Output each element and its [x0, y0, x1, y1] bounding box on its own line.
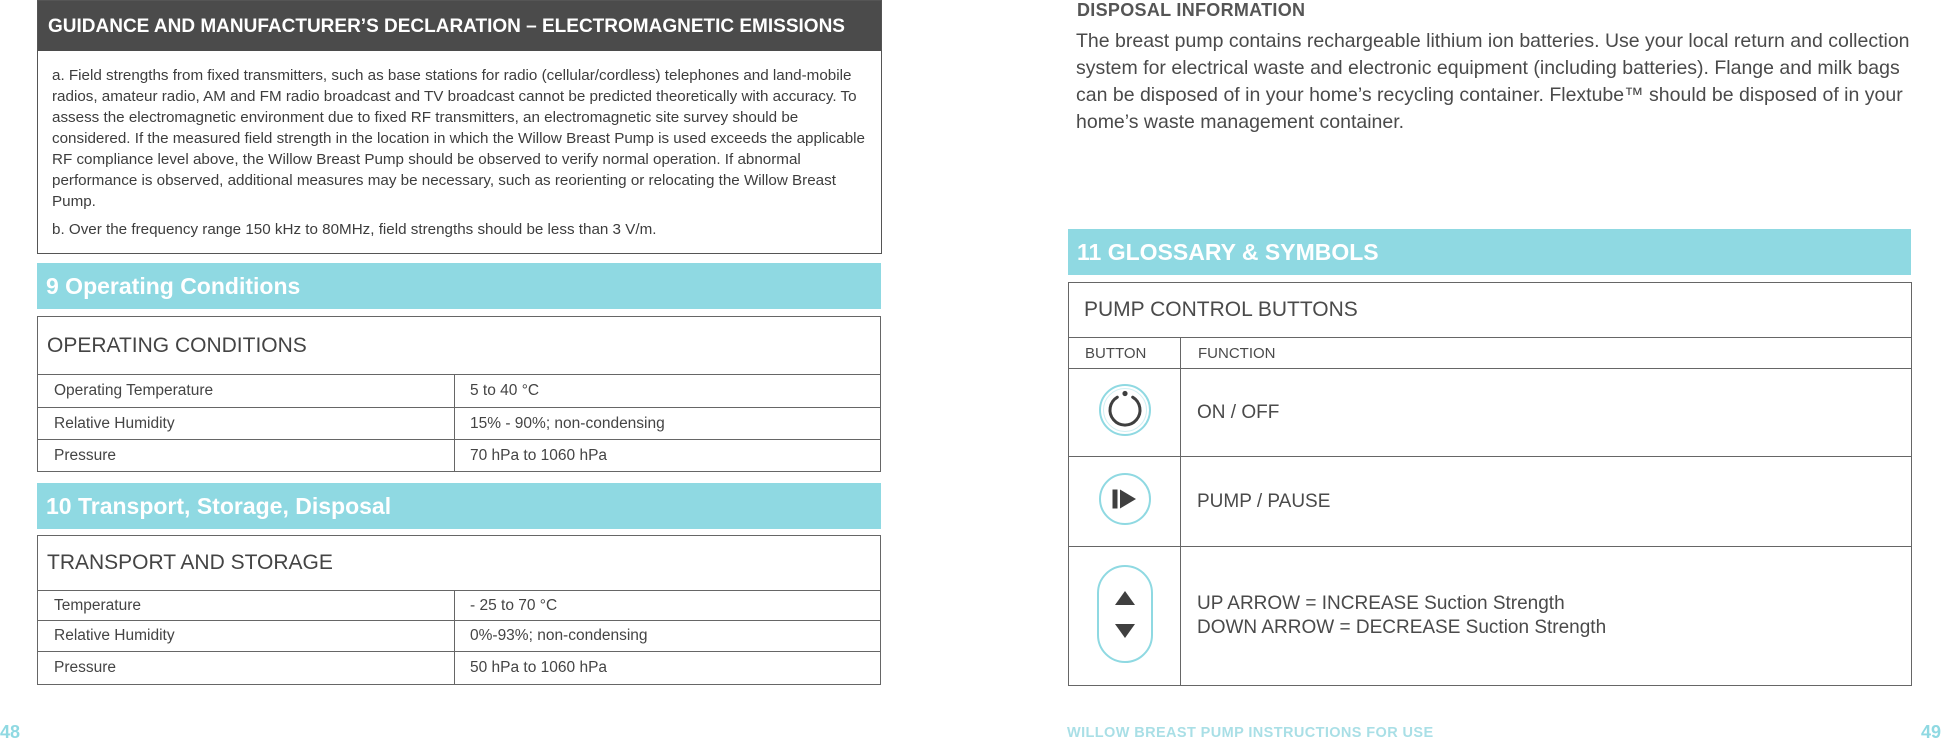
- pump-control-buttons-table: [1068, 282, 1912, 686]
- operating-conditions-table: [37, 316, 881, 472]
- table-row: [1069, 547, 1912, 686]
- power-button-cell: [1069, 369, 1181, 457]
- table-row: [38, 652, 881, 685]
- down-arrow-icon: [1115, 624, 1135, 638]
- spec-label: Operating Temperature: [38, 375, 455, 408]
- table-row: [38, 621, 881, 652]
- function-pump-pause: PUMP / PAUSE: [1181, 457, 1912, 547]
- up-down-arrows-icon: [1096, 564, 1154, 664]
- spec-value: - 25 to 70 °C: [455, 591, 881, 621]
- operating-caption: OPERATING CONDITIONS: [38, 317, 881, 375]
- emc-declaration-box: [37, 0, 882, 254]
- function-down-arrow: DOWN ARROW = DECREASE Suction Strength: [1197, 617, 1607, 638]
- spec-value: 50 hPa to 1060 hPa: [455, 652, 881, 685]
- table-row: [1069, 457, 1912, 547]
- transport-caption: TRANSPORT AND STORAGE: [38, 536, 881, 591]
- spec-value: 5 to 40 °C: [455, 375, 881, 408]
- glossary-caption: PUMP CONTROL BUTTONS: [1069, 283, 1912, 338]
- emc-title: GUIDANCE AND MANUFACTURER’S DECLARATION – ELECTROMAGNETIC EMISSIONS: [38, 1, 881, 51]
- play-pause-icon: [1098, 472, 1152, 526]
- table-row: [1069, 369, 1912, 457]
- emc-note-b: b. Over the frequency range 150 kHz to 80MHz, field strengths should be less than 3 V/m.: [52, 221, 657, 238]
- function-arrows: [1181, 547, 1912, 686]
- table-row: [38, 591, 881, 621]
- table-row: [38, 408, 881, 440]
- spec-value: 70 hPa to 1060 hPa: [455, 440, 881, 472]
- disposal-text: The breast pump contains rechargeable lithium ion batteries. Use your local return and collection system for electrical waste and electronic equipment (including batteries). Flange and milk bags can be disposed of in your home’s recycling container. Flextube™ should be disposed of in your home’s waste management container.: [1076, 30, 1910, 133]
- spec-label: Temperature: [38, 591, 455, 621]
- play-pause-button-cell: [1069, 457, 1181, 547]
- spec-label: Relative Humidity: [38, 621, 455, 652]
- up-arrow-icon: [1115, 591, 1135, 605]
- spec-label: Pressure: [38, 652, 455, 685]
- function-on-off: ON / OFF: [1181, 369, 1912, 457]
- column-header-function: FUNCTION: [1181, 338, 1912, 369]
- function-up-arrow: UP ARROW = INCREASE Suction Strength: [1197, 593, 1565, 614]
- arrow-buttons-cell: [1069, 547, 1181, 686]
- power-icon: [1098, 383, 1152, 437]
- spec-value: 0%-93%; non-condensing: [455, 621, 881, 652]
- page-number-right: 49: [1921, 722, 1942, 742]
- table-row: [38, 440, 881, 472]
- section-title-operating: 9 Operating Conditions: [37, 263, 881, 309]
- spec-label: Pressure: [38, 440, 455, 472]
- section-title-transport: 10 Transport, Storage, Disposal: [37, 483, 881, 529]
- table-row: [38, 375, 881, 408]
- column-header-button: BUTTON: [1069, 338, 1181, 369]
- section-title-glossary: 11 GLOSSARY & SYMBOLS: [1068, 229, 1911, 275]
- spec-value: 15% - 90%; non-condensing: [455, 408, 881, 440]
- disposal-title: DISPOSAL INFORMATION: [1077, 0, 1306, 20]
- page-number-left: 48: [0, 722, 21, 742]
- emc-note-a: a. Field strengths from fixed transmitters, such as base stations for radio (cellular/cordless) telephones and land-mobile radios, amateur radio, AM and FM radio broadcast and TV broadcast cannot be predicted theoretically with accuracy. To assess the electromagnetic environment due to fixed RF transmitters, an electromagnetic site survey should be considered. If the measured field strength in the location in which the Willow Breast Pump is used exceeds the applicable RF compliance level above, the Willow Breast Pump should be observed to verify normal operation. If abnormal performance is observed, additional measures may be necessary, such as reorienting or relocating the Willow Breast Pump.: [52, 67, 865, 210]
- spec-label: Relative Humidity: [38, 408, 455, 440]
- footer-doc-title: WILLOW BREAST PUMP INSTRUCTIONS FOR USE: [1067, 725, 1434, 741]
- transport-storage-table: [37, 535, 881, 685]
